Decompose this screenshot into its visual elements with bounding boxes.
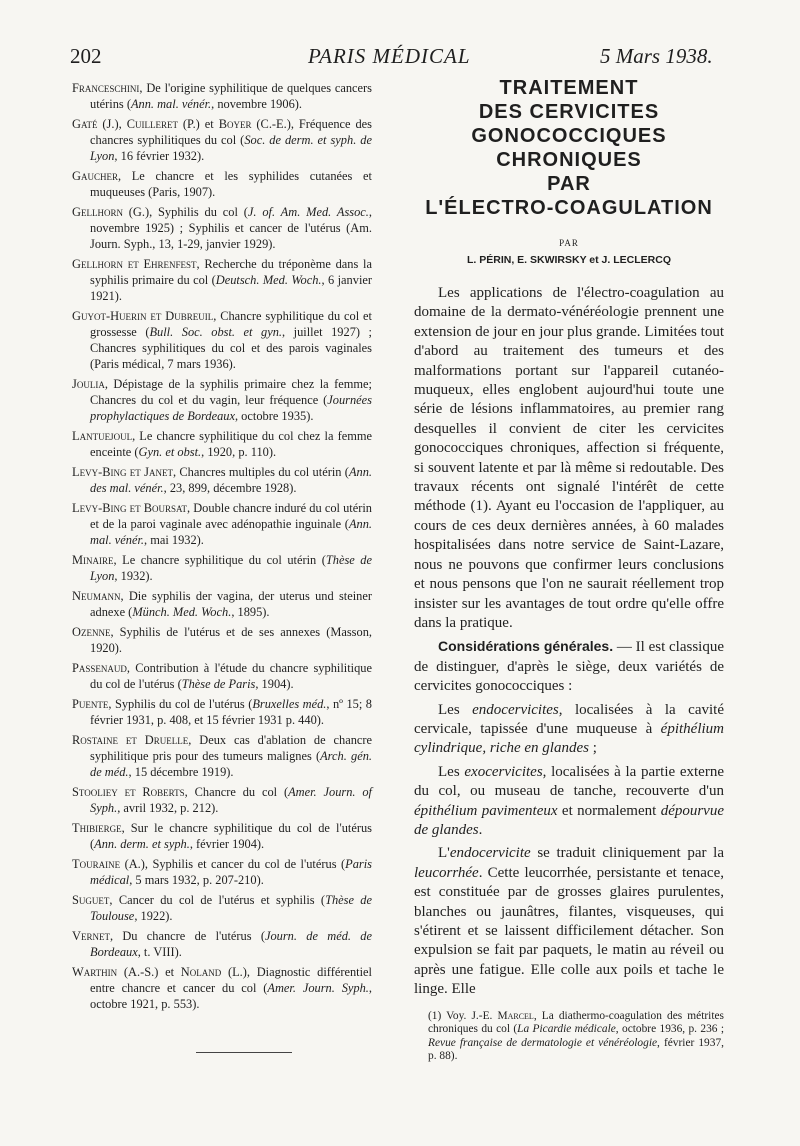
term: leucorrhée [414, 864, 479, 881]
section-heading: Considérations générales. [438, 638, 614, 655]
byline-par: PAR [559, 238, 579, 248]
reference-entry: Gellhorn et Ehrenfest, Recherche du tréponème dans la syphilis primaire du col (Deutsch. Med. Woch., 6 janvier 1921). [72, 257, 373, 303]
title-line: GONOCOCCIQUES [471, 125, 667, 147]
issue-date: 5 Mars 1938. [600, 44, 713, 68]
reference-entry: Joulia, Dépistage de la syphilis primaire chez la femme; Chancres du col et du vagin, leur fréquence (Journées prophylactiques de Bordeaux, octobre 1935). [72, 377, 372, 423]
exocervicites-paragraph: Les exocervicites, localisées à la partie externe du col, ou museau de tanche, recouverte d'un épithélium pavimenteux et normalement dépourvue de glandes. [414, 763, 724, 838]
reference-entry: Neumann, Die syphilis der vagina, der uterus und steiner adnexe (Münch. Med. Woch., 1895). [72, 589, 372, 619]
reference-entry: Warthin (A.-S.) et Noland (L.), Diagnostic différentiel entre chancre et cancer du col (Amer. Journ. Syph., octobre 1921, p. 553). [72, 965, 372, 1011]
title-line: PAR [547, 173, 591, 195]
page-header [0, 44, 800, 74]
term: épithélium cylindrique, riche en glandes [414, 720, 724, 757]
title-line: DES CERVICITES [478, 101, 660, 123]
reference-entry: Lantuejoul, Le chancre syphilitique du col chez la femme enceinte (Gyn. et obst., 1920, p. 110). [72, 429, 372, 459]
endocervicites-paragraph: Les endocervicites, localisées à la cavité cervicale, tapissée d'une muqueuse à épithélium cylindrique, riche en glandes ; [414, 701, 724, 757]
page-number: 202 [70, 44, 102, 68]
reference-list [72, 80, 372, 1053]
section-text: — Il est classique de distinguer, d'après le siège, deux variétés de cervicites gonococciques : [414, 639, 725, 695]
reference-entry: Thibierge, Sur le chancre syphilitique du col de l'utérus (Ann. derm. et syph., février 1904). [72, 821, 372, 851]
title-line: CHRONIQUES [496, 149, 642, 171]
reference-entry: Gellhorn (G.), Syphilis du col (J. of. Am. Med. Assoc., novembre 1925) ; Syphilis et cancer de l'utérus (Am. Journ. Syph., 13, 1-29, janvier 1929). [72, 205, 372, 251]
term: exocervicites [464, 763, 543, 780]
reference-entry: Touraine (A.), Syphilis et cancer du col de l'utérus (Paris médical, 5 mars 1932, p. 207-210). [72, 857, 372, 887]
endocervicite-paragraph: L'endocervicite se traduit cliniquement par la leucorrhée. Cette leucorrhée, persistante et tenace, est constituée par de grosses glaires purulentes, blanches ou jaunâtres, filantes, visqueuses, qui s'étirent et se laissent difficilement détacher. Son expulsion se fait par paquets, le matin au réveil ou après une fatigue. Elle colle aux poils et tache le linge. Elle [414, 845, 724, 998]
reference-entry: Stooliey et Roberts, Chancre du col (Amer. Journ. of Syph., avril 1932, p. 212). [72, 785, 372, 815]
footnote: (1) Voy. J.-E. Marcel, La diathermo-coagulation des métrites chroniques du col (La Picardie médicale, octobre 1936, p. 236 ; Revue française de dermatologie et vénéréologie, février 1937, p. 88). [428, 1009, 724, 1063]
reference-entry: Rostaine et Druelle, Deux cas d'ablation de chancre syphilitique pris pour des tumeurs malignes (Arch. gén. de méd., 15 décembre 1919). [72, 733, 373, 779]
article-body [414, 284, 724, 1064]
reference-entry: Puente, Syphilis du col de l'utérus (Bruxelles méd., nº 15; 8 février 1931, p. 408, et 15 février 1931 p. 440). [72, 697, 372, 727]
reference-entry: Vernet, Du chancre de l'utérus (Journ. de méd. de Bordeaux, t. VIII). [72, 929, 372, 959]
article-title [414, 76, 724, 220]
term: endocervicites [472, 701, 559, 718]
title-line: TRAITEMENT [499, 77, 639, 99]
reference-entry: Gaucher, Le chancre et les syphilides cutanées et muqueuses (Paris, 1907). [72, 169, 372, 199]
reference-entry: Levy-Bing et Boursat, Double chancre induré du col utérin et de la paroi vaginale avec adénopathie inguinale (Ann. mal. vénér., mai 1932). [72, 501, 372, 547]
term: dépourvue de glandes [414, 802, 724, 838]
reference-entry: Gaté (J.), Cuilleret (P.) et Boyer (C.-E.), Fréquence des chancres syphilitiques du col (Soc. de derm. et syph. de Lyon, 16 février 1932). [72, 117, 372, 163]
reference-entry: Franceschini, De l'origine syphilitique de quelques cancers utérins (Ann. mal. vénér., novembre 1906). [72, 81, 372, 111]
column-end-rule [196, 1052, 292, 1053]
term: épithélium pavimenteux [414, 802, 558, 819]
section-paragraph [414, 637, 724, 696]
article-authors: L. PÉRIN, E. SKWIRSKY et J. LECLERCQ [466, 254, 671, 266]
reference-entry: Minaire, Le chancre syphilitique du col utérin (Thèse de Lyon, 1932). [72, 553, 372, 583]
intro-paragraph: Les applications de l'électro-coagulation au domaine de la dermato-vénéréologie prennent une extension de jour en jour plus grande. Limitées tout d'abord au traitement des tumeurs et des malformations portant sur l'appareil cutanéo-muqueux, elles englobent aujourd'hui toute une série de lésions inflammatoires, au premier rang desquelles il convient de citer les cervicites gonococciques chroniques, affection si fréquente, si souvent latente et par là même si redoutable. Des travaux récents ont signalé l'intérêt de cette méthode (1). Ayant eu l'occasion de l'appliquer, au cours de ces deux dernières années, à 60 malades hospitalisées dans notre service de Saint-Lazare, nous ne pouvons que confirmer leurs conclusions et nous pensons que l'on ne saurait réellement trop insister sur les avantages de tout ordre qu'elle offre dans la pratique. [414, 285, 724, 631]
reference-entry: Passenaud, Contribution à l'étude du chancre syphilitique du col de l'utérus (Thèse de Paris, 1904). [72, 661, 372, 691]
article [414, 76, 724, 1064]
reference-entry: Guyot-Huerin et Dubreuil, Chancre syphilitique du col et grossesse (Bull. Soc. obst. et gyn., juillet 1927) ; Chancres syphilitiques du col et des parois vaginales (Paris médical, 7 mars 1936). [72, 309, 372, 371]
term: endocervicite [449, 845, 531, 862]
reference-entry: Levy-Bing et Janet, Chancres multiples du col utérin (Ann. des mal. vénér., 23, 899, décembre 1928). [72, 465, 372, 495]
journal-title: PARIS MÉDICAL [308, 44, 471, 68]
reference-entry: Ozenne, Syphilis de l'utérus et de ses annexes (Masson, 1920). [72, 625, 372, 655]
reference-entry: Suguet, Cancer du col de l'utérus et syphilis (Thèse de Toulouse, 1922). [72, 893, 372, 923]
title-line: L'ÉLECTRO-COAGULATION [425, 197, 713, 219]
